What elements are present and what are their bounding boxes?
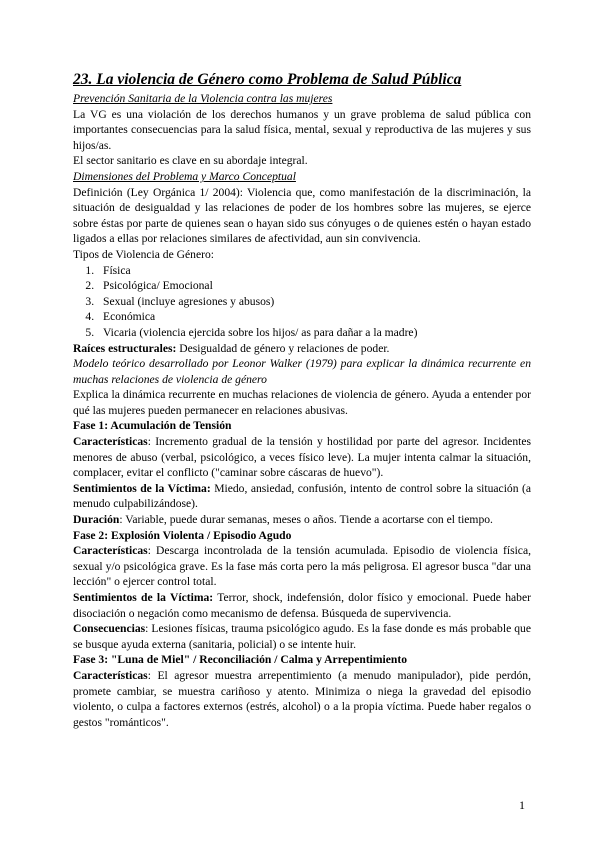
list-item: 2. Psicológica/ Emocional xyxy=(97,278,531,294)
phase2-consequences: Consecuencias: Lesiones físicas, trauma psicológico agudo. Es la fase donde es más probable que se busque ayuda externa (sanitaria, policial) o se intente huir. xyxy=(73,622,531,651)
types-heading: Tipos de Violencia de Género: xyxy=(73,247,214,261)
definition-paragraph: Definición (Ley Orgánica 1/ 2004): Violencia que, como manifestación de la discriminación, la situación de desigualdad y las relaciones de poder de los hombres sobre las mujeres, se ejerce sobre éstas por parte de quienes sean o hayan sido sus cónyuges o de quienes estén o hayan estado ligados a ellas por relaciones similares de afectividad, aun sin convivencia. xyxy=(73,185,531,246)
phase2-characteristics: Características: Descarga incontrolada de la tensión acumulada. Episodio de violencia física, sexual y/o psicológica grave. Es la fase más corta pero la más peligrosa. El agresor busca "dar una lección" o ejercer control total. xyxy=(73,544,531,589)
list-item: 5. Vicaria (violencia ejercida sobre los hijos/ as para dañar a la madre) xyxy=(97,325,531,341)
phase1-duration: Duración: Variable, puede durar semanas, meses o años. Tiende a acortarse con el tiempo. xyxy=(73,513,493,527)
subheading-prevencion: Prevención Sanitaria de la Violencia contra las mujeres xyxy=(73,92,333,105)
phase1-characteristics: Características: Incremento gradual de la tensión y hostilidad por parte del agresor. Incidentes menores de abuso (verbal, psicológico, a veces físico leve). La mujer intenta calmar la situación, complacer, evitar el conflicto ("caminar sobre cáscaras de huevo"). xyxy=(73,435,531,480)
phase2-title: Fase 2: Explosión Violenta / Episodio Agudo xyxy=(73,528,292,542)
phase3-characteristics: Características: El agresor muestra arrepentimiento (a menudo manipulador), pide perdón, promete cambiar, se muestra cariñoso y atento. Minimiza o niega la gravedad del episodio violento, o culpa a factores externos (estrés, alcohol) o a la propia víctima. Puede haber regalos o gestos "románticos". xyxy=(73,668,531,729)
phase1-title: Fase 1: Acumulación de Tensión xyxy=(73,419,232,433)
phase2-feelings: Sentimientos de la Víctima: Terror, shock, indefensión, dolor físico y emocional. Puede haber disociación o negación como mecanismo de defensa. Búsqueda de supervivencia. xyxy=(73,591,531,620)
phase1-feelings: Sentimientos de la Víctima: Miedo, ansiedad, confusión, intento de control sobre la situación (a menudo culpabilizándose). xyxy=(73,481,531,511)
roots-label: Raíces estructurales: xyxy=(73,341,177,355)
page-title: 23. La violencia de Género como Problema de Salud Pública xyxy=(73,71,462,88)
phase3-title: Fase 3: "Luna de Miel" / Reconciliación / Calma y Arrepentimiento xyxy=(73,653,408,667)
sector-paragraph: El sector sanitario es clave en su abordaje integral. xyxy=(73,154,308,168)
model-heading: Modelo teórico desarrollado por Leonor Walker (1979) para explicar la dinámica recurrente en muchas relaciones de violencia de género xyxy=(73,357,531,386)
types-list xyxy=(73,263,531,341)
model-paragraph: Explica la dinámica recurrente en muchas relaciones de violencia de género. Ayuda a entender por qué las mujeres pueden permanecer en relaciones abusivas. xyxy=(73,388,531,417)
roots-paragraph xyxy=(73,341,531,357)
list-item: 3. Sexual (incluye agresiones y abusos) xyxy=(97,294,531,310)
list-item: 1. Física xyxy=(97,263,531,279)
list-item: 4. Económica xyxy=(97,309,531,325)
page-number: 1 xyxy=(519,798,525,812)
document-page xyxy=(73,70,531,730)
roots-text: Desigualdad de género y relaciones de poder. xyxy=(176,341,390,355)
subheading-dimensiones: Dimensiones del Problema y Marco Conceptual xyxy=(73,169,296,183)
intro-paragraph: La VG es una violación de los derechos humanos y un grave problema de salud pública con importantes consecuencias para la salud física, mental, sexual y reproductiva de las mujeres y sus hijos/as. xyxy=(73,107,531,152)
